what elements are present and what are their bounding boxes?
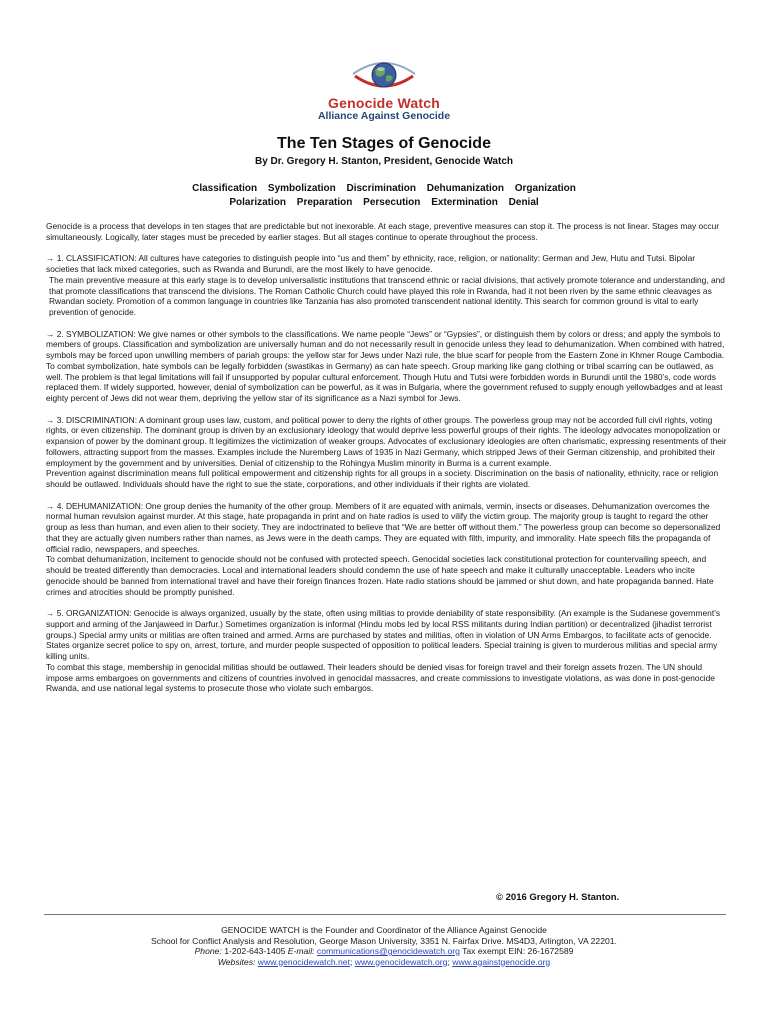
section-text: All cultures have categories to distinguish people into “us and them” by ethnicity, race, religion, or nationality: German and Jew, Hutu and Tutsi. Bipolar societies that lack mixed categories, such as Rwanda and Burundi, are the most likely to have genocide. [46, 253, 696, 274]
email-link[interactable]: communications@genocidewatch.org [316, 946, 460, 956]
footer-org-line: GENOCIDE WATCH is the Founder and Coordinator of the Alliance Against Genocide [221, 925, 547, 935]
separator: ; [447, 956, 453, 967]
website-link[interactable]: www.againstgenocide.org [452, 956, 551, 967]
separator: ; [349, 956, 355, 967]
footer-divider [44, 914, 726, 915]
section-paragraph [46, 329, 728, 361]
stage-label: Discrimination [346, 183, 416, 194]
stage-label: Preparation [296, 197, 353, 208]
section-organization [46, 608, 728, 694]
stage-label: Denial [508, 197, 539, 208]
footer-contact-line [0, 946, 768, 957]
intro-paragraph [46, 221, 728, 243]
stage-label: Dehumanization [426, 183, 504, 194]
stage-label: Extermination [431, 197, 498, 208]
logo-title: Genocide Watch [328, 95, 440, 111]
logo-tagline: Alliance Against Genocide [317, 110, 451, 122]
intro-text: Genocide is a process that develops in ten stages that are predictable but not inexorable. At each stage, preventive measures can stop it. The process is not linear. Stages may occur simultaneously. Logically, later stages must be preceded by earlier stages. But all stages continue to operate throughout the process. [46, 221, 720, 242]
section-heading: → 1. CLASSIFICATION: [46, 253, 137, 264]
section-heading: → 4. DEHUMANIZATION: [46, 500, 144, 511]
section-remedy: Prevention against discrimination means full political empowerment and citizenship rights for all groups in a society. Discrimination on the basis of nationality, ethnicity, race or religion should be outlawed. Individuals should have the right to sue the state, corporations, and other individuals if their rights are violated. [46, 468, 719, 489]
stage-label: Polarization [229, 197, 287, 208]
section-remedy: To combat symbolization, hate symbols can be legally forbidden (swastikas in Germany) as can hate speech. Group marking like gang clothing or tribal scarring can be outlawed, as well. The problem is that legal limitations will fail if unsupported by popular cultural enforcement. Though Hutu and Tutsi were forbidden words in Burundi until the 1980’s, code words replaced them. If widely supported, however, denial of symbolization can be powerful, as it was in Bulgaria, where the government refused to supply enough yellowbadges and at least eighty percent of Jews did not wear them, depriving the yellow star of its significance as a Nazi symbol for Jews. [46, 360, 723, 403]
section-paragraph [46, 501, 728, 555]
section-paragraph [46, 415, 728, 469]
website-link[interactable]: www.genocidewatch.net [257, 956, 350, 967]
section-discrimination [46, 415, 728, 490]
section-classification [46, 253, 728, 318]
document-body [46, 221, 728, 705]
genocide-watch-logo [0, 58, 768, 122]
stage-label: Classification [192, 183, 258, 194]
section-text: A dominant group uses law, custom, and political power to deny the rights of other groups. The powerless group may not be accorded full civil rights, voting rights, or even citizenship. The dominant group is driven by an exclusionary ideology that would deprive less powerful groups of their rights. The ideology advocates monopolization or expansion of power by the dominant group. It legitimizes the victimization of weaker groups. Advocates of exclusionary ideologies are often charismatic, expressing resentments of their followers, attracting support from the masses. Examples include the Nuremberg Laws of 1935 in Nazi Germany, which stripped Jews of their German citizenship, and prohibited their employment by the government and by universities. Denial of citizenship to the Rohingya Muslim minority in Burma is a current example. [46, 414, 727, 468]
globe-eye-logo-icon [351, 58, 417, 94]
footer-address-line: School for Conflict Analysis and Resolution, George Mason University, 3351 N. Fairfax Drive. MS4D3, Arlington, VA 22201. [151, 935, 617, 946]
stage-label: Symbolization [267, 183, 336, 194]
stages-row-2 [0, 196, 768, 210]
email-label: E-mail: [287, 946, 315, 956]
section-text: Genocide is always organized, usually by the state, often using militias to provide deniability of state responsibility. (An example is the Sudanese government’s support and arming of the Janjaweed in Darfur.) Sometimes organization is informal (Hindu mobs led by local RSS militants during Indian partition) or decentralized (jihadist terrorist groups.) Special army units or militias are often trained and armed. Arms are purchased by states and militias, often in violation of UN Arms Embargos, to facilitate acts of genocide. States organize secret police to spy on, arrest, torture, and murder people suspected of opposition to political leaders. Special training is given to murderous militias and special army killing units. [46, 608, 721, 661]
section-remedy: To combat dehumanization, incitement to genocide should not be confused with protected speech. Genocidal societies lack constitutional protection for countervailing speech, and should be treated differently than democracies. Local and international leaders should condemn the use of hate speech and make it culturally unacceptable. Leaders who incite genocide should be banned from international travel and have their foreign finances frozen. Hate radio stations should be jammed or shut down, and hate propaganda banned. Hate crimes and atrocities should be promptly punished. [46, 554, 714, 597]
section-paragraph [46, 608, 728, 662]
section-heading: → 2. SYMBOLIZATION: [46, 328, 136, 339]
author-line: By Dr. Gregory H. Stanton, President, Genocide Watch [254, 156, 513, 167]
website-link[interactable]: www.genocidewatch.org [354, 956, 448, 967]
phone-number: 1-202-643-1405 [221, 946, 288, 956]
stages-list [0, 182, 768, 210]
section-heading: → 5. ORGANIZATION: [46, 608, 132, 618]
section-text: We give names or other symbols to the classifications. We name people “Jews” or “Gypsies”, or distinguish them by colors or dress; and apply the symbols to members of groups. Classification and symbolization are universally human and do not necessarily result in genocide unless they lead to dehumanization. When combined with hatred, symbols may be forced upon unwilling members of pariah groups: the yellow star for Jews under Nazi rule, the blue scarf for people from the Eastern Zone in Khmer Rouge Cambodia. [46, 328, 725, 360]
section-remedy: To combat this stage, membership in genocidal militias should be outlawed. Their leaders should be denied visas for foreign travel and their foreign assets frozen. The UN should impose arms embargoes on governments and citizens of countries involved in genocidal massacres, and create commissions to investigate violations, as was done in post-genocide Rwanda, and use national legal systems to prosecute those who violate such embargos. [46, 661, 715, 694]
footer [0, 925, 768, 967]
websites-label: Websites: [217, 956, 256, 967]
section-remedy: The main preventive measure at this early stage is to develop universalistic institutions that transcend ethnic or racial divisions, that actively promote tolerance and understanding, and that promote classifications that transcend the divisions. The Roman Catholic Church could have played this role in Rwanda, had it not been riven by the same ethnic cleavages as Rwandan society. Promotion of a common language in countries like Tanzania has also promoted transcendent national identity. This search for common ground is vital to early prevention of genocide. [49, 274, 725, 317]
footer-websites-line [0, 957, 768, 968]
tax-id: Tax exempt EIN: 26-1672589 [459, 946, 574, 956]
stages-row-1 [0, 182, 768, 196]
stage-label: Organization [514, 183, 576, 194]
section-dehumanization [46, 501, 728, 598]
section-paragraph [46, 253, 728, 275]
page-title: The Ten Stages of Genocide [277, 135, 491, 152]
phone-label: Phone: [194, 946, 222, 956]
copyright-notice: © 2016 Gregory H. Stanton. [496, 892, 620, 903]
stage-label: Persecution [363, 197, 421, 208]
section-symbolization [46, 329, 728, 404]
section-text: One group denies the humanity of the other group. Members of it are equated with animals, vermin, insects or diseases. Dehumanization overcomes the normal human revulsion against murder. At this stage, hate propaganda in print and on hate radios is used to vilify the victim group. The majority group is taught to regard the other group as less than human, and even alien to their society. They are indoctrinated to believe that “We are better off without them.” The powerless group can become so depersonalized that they are actually given numbers rather than names, as Jews were in the death camps. They are equated with filth, impurity, and immorality. Hate speech fills the propaganda of official radio, newspapers, and speeches. [46, 500, 721, 554]
section-heading: → 3. DISCRIMINATION: [46, 414, 138, 425]
